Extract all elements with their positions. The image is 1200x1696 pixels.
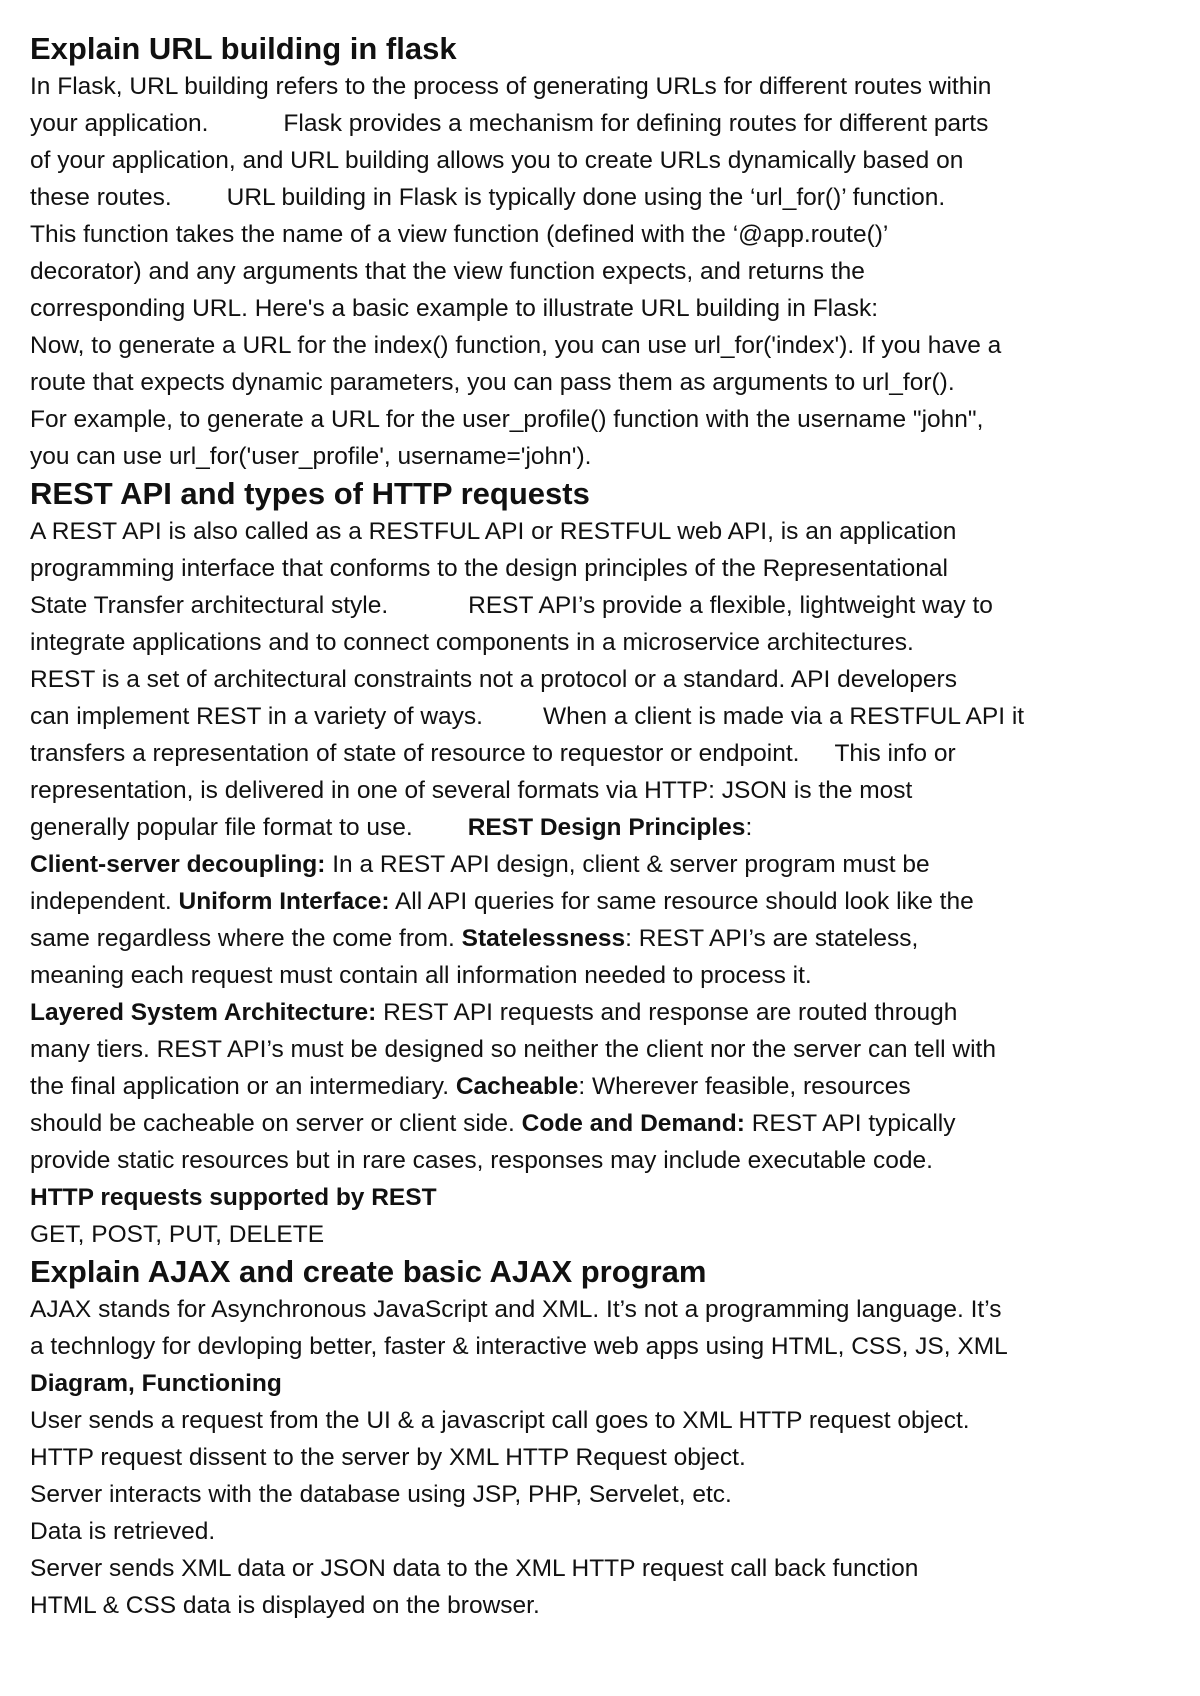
paragraph-line: your application. Flask provides a mechanism for defining routes for different parts bbox=[30, 110, 989, 137]
paragraph-line: route that expects dynamic parameters, you can pass them as arguments to url_for(). bbox=[30, 369, 955, 396]
paragraph-line: Now, to generate a URL for the index() function, you can use url_for('index'). If you have a bbox=[30, 332, 1002, 359]
section-rest-api bbox=[30, 475, 1182, 1253]
paragraph-line: can implement REST in a variety of ways. When a client is made via a RESTFUL API it bbox=[30, 703, 1025, 730]
paragraph-line: Data is retrieved. bbox=[30, 1518, 216, 1545]
paragraph-line: transfers a representation of state of resource to requestor or endpoint. This info or bbox=[30, 740, 956, 767]
term-code-and-demand: Code and Demand: bbox=[521, 1110, 745, 1137]
paragraph-line: Layered System Architecture: REST API requests and response are routed through bbox=[30, 999, 958, 1026]
paragraph-line: This function takes the name of a view function (defined with the ‘@app.route()’ bbox=[30, 221, 889, 248]
paragraph-line: GET, POST, PUT, DELETE bbox=[30, 1221, 325, 1248]
paragraph-line: HTML & CSS data is displayed on the browser. bbox=[30, 1592, 540, 1619]
paragraph-line: integrate applications and to connect components in a microservice architectures. bbox=[30, 629, 914, 656]
subheading-http-requests: HTTP requests supported by REST bbox=[30, 1184, 437, 1211]
paragraph-line: For example, to generate a URL for the user_profile() function with the username "john", bbox=[30, 406, 984, 433]
section-url-building bbox=[30, 30, 1182, 475]
paragraph-line: corresponding URL. Here's a basic example to illustrate URL building in Flask: bbox=[30, 295, 879, 322]
paragraph-line: AJAX stands for Asynchronous JavaScript and XML. It’s not a programming language. It’s bbox=[30, 1296, 1002, 1323]
heading-url-building: Explain URL building in flask bbox=[30, 31, 457, 66]
paragraph-line: same regardless where the come from. Statelessness: REST API’s are stateless, bbox=[30, 925, 919, 952]
heading-rest-api: REST API and types of HTTP requests bbox=[30, 476, 590, 511]
subheading-diagram-functioning: Diagram, Functioning bbox=[30, 1370, 282, 1397]
term-uniform-interface: Uniform Interface: bbox=[178, 888, 390, 915]
paragraph-line: meaning each request must contain all information needed to process it. bbox=[30, 962, 812, 989]
paragraph-line: of your application, and URL building allows you to create URLs dynamically based on bbox=[30, 147, 964, 174]
paragraph-line: State Transfer architectural style. REST API’s provide a flexible, lightweight way to bbox=[30, 592, 993, 619]
paragraph-line: User sends a request from the UI & a javascript call goes to XML HTTP request object. bbox=[30, 1407, 970, 1434]
paragraph-line: provide static resources but in rare cases, responses may include executable code. bbox=[30, 1147, 933, 1174]
paragraph-line: representation, is delivered in one of several formats via HTTP: JSON is the most bbox=[30, 777, 913, 804]
paragraph-line: programming interface that conforms to the design principles of the Representational bbox=[30, 555, 948, 582]
paragraph-line: should be cacheable on server or client side. Code and Demand: REST API typically bbox=[30, 1110, 956, 1137]
paragraph-line: decorator) and any arguments that the view function expects, and returns the bbox=[30, 258, 865, 285]
term-cacheable: Cacheable bbox=[455, 1073, 579, 1100]
paragraph-line: the final application or an intermediary. Cacheable: Wherever feasible, resources bbox=[30, 1073, 911, 1100]
term-statelessness: Statelessness bbox=[461, 925, 626, 952]
paragraph-line: a technlogy for devloping better, faster & interactive web apps using HTML, CSS, JS, XML bbox=[30, 1333, 1008, 1360]
rest-design-principles-label: REST Design Principles bbox=[467, 814, 746, 841]
paragraph-line: Server interacts with the database using JSP, PHP, Servelet, etc. bbox=[30, 1481, 732, 1508]
paragraph-line: HTTP request dissent to the server by XML HTTP Request object. bbox=[30, 1444, 746, 1471]
term-client-server-decoupling: Client-server decoupling: bbox=[30, 851, 326, 878]
paragraph-line: Server sends XML data or JSON data to the XML HTTP request call back function bbox=[30, 1555, 919, 1582]
paragraph-line: you can use url_for('user_profile', username='john'). bbox=[30, 443, 592, 470]
paragraph-line: independent. Uniform Interface: All API queries for same resource should look like the bbox=[30, 888, 974, 915]
paragraph-line: many tiers. REST API’s must be designed so neither the client nor the server can tell with bbox=[30, 1036, 996, 1063]
heading-ajax: Explain AJAX and create basic AJAX program bbox=[30, 1254, 707, 1289]
section-ajax bbox=[30, 1253, 1182, 1624]
paragraph-line: In Flask, URL building refers to the process of generating URLs for different routes within bbox=[30, 73, 992, 100]
paragraph-line: generally popular file format to use. REST Design Principles: bbox=[30, 814, 753, 841]
paragraph-line: Client-server decoupling: In a REST API design, client & server program must be bbox=[30, 851, 930, 878]
paragraph-line: these routes. URL building in Flask is typically done using the ‘url_for()’ function. bbox=[30, 184, 946, 211]
term-layered-system: Layered System Architecture: bbox=[30, 999, 377, 1026]
paragraph-line: REST is a set of architectural constraints not a protocol or a standard. API developers bbox=[30, 666, 957, 693]
paragraph-line: A REST API is also called as a RESTFUL API or RESTFUL web API, is an application bbox=[30, 518, 957, 545]
